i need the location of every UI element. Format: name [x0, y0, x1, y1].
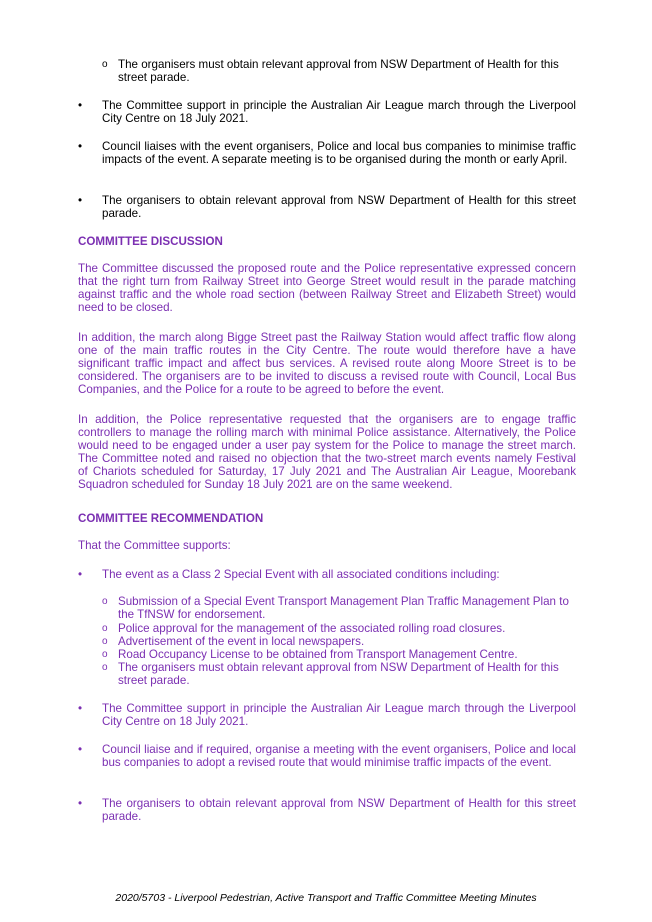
sub-item-police-approval: Police approval for the management of the associated rolling road closures.: [118, 622, 506, 635]
recommendation-intro: That the Committee supports:: [78, 539, 231, 552]
sub-bullet-marker: o: [102, 649, 108, 660]
discussion-paragraph-3: In addition, the Police representative requested that the organisers are to engage traffic controllers to manage the rolling march with minimal Police assistance. Alternatively, the Police would need to be engaged under a user pay system for the Police to manage the street march. The Committee noted and raised no objection that the two-street march events namely Festival of Chariots scheduled for Saturday, 17 July 2021 and The Australian Air League, Moorebank Squadron scheduled for Sunday 18 July 2021 are on the same weekend.: [78, 413, 576, 491]
bullet-health-approval: The organisers to obtain relevant approval from NSW Department of Health for this street parade.: [102, 797, 576, 823]
discussion-paragraph-1: The Committee discussed the proposed route and the Police representative expressed concern that the right turn from Railway Street into George Street would result in the parade matching against traffic and the whole road section (between Railway Street and Elizabeth Street) would need to be closed.: [78, 262, 576, 314]
heading-committee-recommendation: COMMITTEE RECOMMENDATION: [78, 512, 264, 525]
bullet-marker: •: [78, 702, 83, 715]
bullet-air-league-support: The Committee support in principle the Australian Air League march through the Liverpool City Centre on 18 July 2021.: [102, 99, 576, 125]
sub-item-road-occupancy: Road Occupancy License to be obtained from Transport Management Centre.: [118, 648, 518, 661]
sub-bullet-marker: o: [102, 623, 108, 634]
sub-bullet-marker: o: [102, 662, 108, 673]
bullet-air-league-support: The Committee support in principle the Australian Air League march through the Liverpool City Centre on 18 July 2021.: [102, 702, 576, 728]
sub-bullet-marker: o: [102, 59, 108, 70]
bullet-marker: •: [78, 140, 83, 153]
bullet-class2-event: The event as a Class 2 Special Event with all associated conditions including:: [102, 568, 500, 581]
sub-bullet-marker: o: [102, 596, 108, 607]
bullet-marker: •: [78, 797, 83, 810]
bullet-marker: •: [78, 568, 83, 581]
discussion-paragraph-2: In addition, the march along Bigge Street past the Railway Station would affect traffic flow along one of the main traffic routes in the City Centre. The route would therefore have a have significant traffic impact and affect bus services. A revised route along Moore Street is to be considered. The organisers are to be invited to discuss a revised route with Council, Local Bus Companies, and the Police for a route to be agreed to before the event.: [78, 331, 576, 396]
sub-item-health-approval: The organisers must obtain relevant approval from NSW Department of Health for this street parade.: [118, 58, 559, 84]
heading-committee-discussion: COMMITTEE DISCUSSION: [78, 235, 223, 248]
bullet-health-approval: The organisers to obtain relevant approval from NSW Department of Health for this street parade.: [102, 194, 576, 220]
sub-item-advertisement: Advertisement of the event in local newspapers.: [118, 635, 365, 648]
bullet-marker: •: [78, 194, 83, 207]
sub-item-transport-plan: Submission of a Special Event Transport Management Plan Traffic Management Plan to the TfNSW for endorsement.: [118, 595, 569, 621]
sub-bullet-marker: o: [102, 636, 108, 647]
page-footer: 2020/5703 - Liverpool Pedestrian, Active Transport and Traffic Committee Meeting Minutes: [115, 892, 537, 904]
sub-item-health-approval: The organisers must obtain relevant approval from NSW Department of Health for this street parade.: [118, 661, 559, 687]
bullet-council-liaise: Council liaise and if required, organise a meeting with the event organisers, Police and local bus companies to adopt a revised route that would minimise traffic impacts of the event.: [102, 743, 576, 769]
bullet-council-liaises: Council liaises with the event organisers, Police and local bus companies to minimise traffic impacts of the event. A separate meeting is to be organised during the month or early April.: [102, 140, 576, 166]
bullet-marker: •: [78, 743, 83, 756]
bullet-marker: •: [78, 99, 83, 112]
